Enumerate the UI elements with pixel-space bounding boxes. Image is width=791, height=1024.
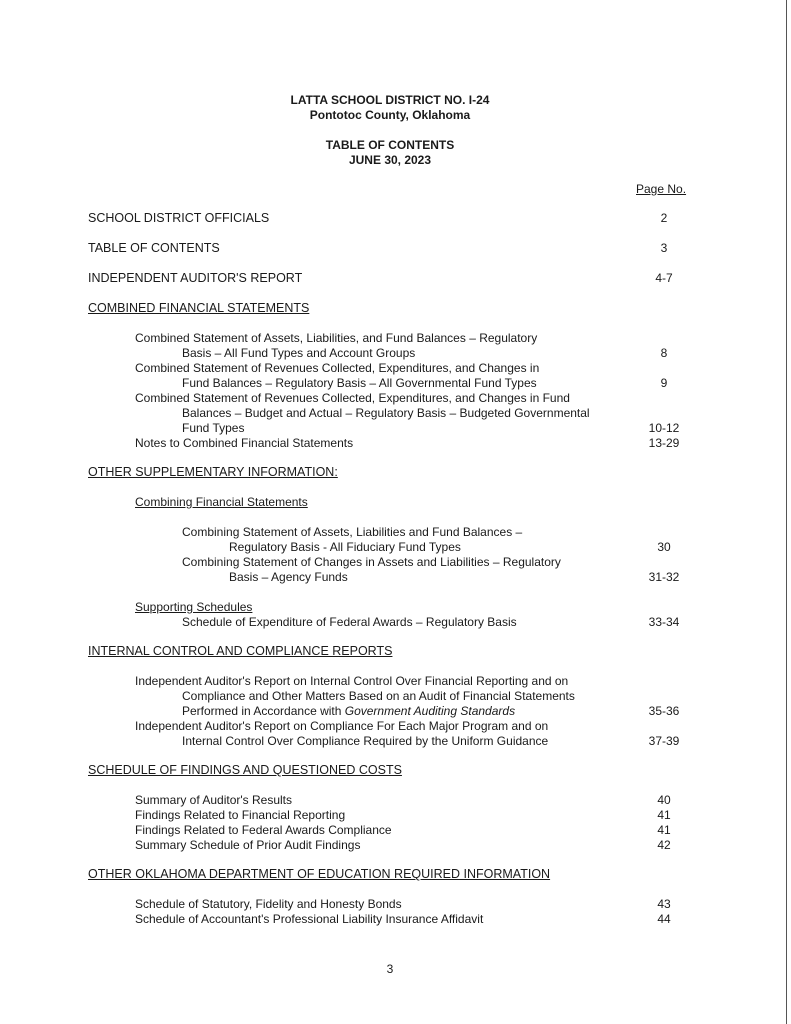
county-name: Pontotoc County, Oklahoma <box>309 108 471 122</box>
toc-entry-findings-item: Findings Related to Federal Awards Compliance <box>135 823 392 837</box>
toc-entry-federal-awards: Schedule of Expenditure of Federal Awards – Regulatory Basis <box>182 615 517 629</box>
section-heading-okde: OTHER OKLAHOMA DEPARTMENT OF EDUCATION REQUIRED INFORMATION <box>88 867 551 881</box>
toc-page-auditor-report: 4-7 <box>655 271 673 285</box>
toc-entry-findings-item: Summary of Auditor's Results <box>135 793 293 807</box>
section-heading-other-supplementary: OTHER SUPPLEMENTARY INFORMATION: <box>88 465 338 479</box>
subsection-heading-combining: Combining Financial Statements <box>135 495 308 509</box>
toc-page-okde-item: 44 <box>657 912 671 926</box>
toc-entry-ic-line3-italic: Government Auditing Standards <box>344 704 516 718</box>
toc-entry-mp-line1: Independent Auditor's Report on Compliance For Each Major Program and on <box>135 719 549 733</box>
toc-entry-fiduciary-line1: Combining Statement of Assets, Liabilities and Fund Balances – <box>182 525 523 539</box>
toc-entry-ic-line3-text: Performed in Accordance with <box>182 704 345 718</box>
toc-page-findings-item: 41 <box>657 808 671 822</box>
toc-page-findings-item: 40 <box>657 793 671 807</box>
toc-entry-budget-line1: Combined Statement of Revenues Collected, Expenditures, and Changes in Fund <box>135 391 570 405</box>
toc-entry-ic-line3 <box>182 704 515 719</box>
toc-entry-budget-line3: Fund Types <box>182 421 245 435</box>
toc-entry-assets-line1: Combined Statement of Assets, Liabilities, and Fund Balances – Regulatory <box>135 331 538 345</box>
toc-page-revenues: 9 <box>660 376 668 390</box>
toc-page-findings-item: 42 <box>657 838 671 852</box>
document-title: TABLE OF CONTENTS <box>325 138 455 152</box>
toc-entry-auditor-report: INDEPENDENT AUDITOR'S REPORT <box>88 271 303 285</box>
toc-entry-agency-line2: Basis – Agency Funds <box>229 570 348 584</box>
toc-entry-ic-line1: Independent Auditor's Report on Internal Control Over Financial Reporting and on <box>135 674 569 688</box>
toc-entry-findings-item: Summary Schedule of Prior Audit Findings <box>135 838 361 852</box>
page-edge-line <box>786 0 787 1024</box>
page-no-column-label: Page No. <box>636 182 687 196</box>
toc-entry-revenues-line1: Combined Statement of Revenues Collected, Expenditures, and Changes in <box>135 361 540 375</box>
toc-page-contents: 3 <box>660 241 668 255</box>
section-heading-internal-control: INTERNAL CONTROL AND COMPLIANCE REPORTS <box>88 644 393 658</box>
toc-entry-revenues-line2: Fund Balances – Regulatory Basis – All Governmental Fund Types <box>182 376 537 390</box>
report-date: JUNE 30, 2023 <box>348 153 432 167</box>
toc-page-assets: 8 <box>660 346 668 360</box>
toc-entry-findings-item: Findings Related to Financial Reporting <box>135 808 346 822</box>
toc-page-agency: 31-32 <box>648 570 680 584</box>
toc-entry-fiduciary-line2: Regulatory Basis - All Fiduciary Fund Types <box>229 540 461 554</box>
page-number: 3 <box>386 962 394 976</box>
toc-entry-agency-line1: Combining Statement of Changes in Assets and Liabilities – Regulatory <box>182 555 561 569</box>
toc-entry-ic-line2: Compliance and Other Matters Based on an Audit of Financial Statements <box>182 689 575 703</box>
toc-entry-contents: TABLE OF CONTENTS <box>88 241 220 255</box>
toc-entry-mp-line2: Internal Control Over Compliance Required by the Uniform Guidance <box>182 734 549 748</box>
section-heading-combined: COMBINED FINANCIAL STATEMENTS <box>88 301 310 315</box>
toc-page-fiduciary: 30 <box>657 540 671 554</box>
toc-entry-officials: SCHOOL DISTRICT OFFICIALS <box>88 211 270 225</box>
toc-page-findings-item: 41 <box>657 823 671 837</box>
toc-page-ic: 35-36 <box>648 704 680 718</box>
toc-entry-budget-line2: Balances – Budget and Actual – Regulatory Basis – Budgeted Governmental <box>182 406 590 420</box>
toc-entry-okde-item: Schedule of Accountant's Professional Liability Insurance Affidavit <box>135 912 484 926</box>
toc-page-budget: 10-12 <box>648 421 680 435</box>
toc-page-notes: 13-29 <box>648 436 680 450</box>
toc-entry-assets-line2: Basis – All Fund Types and Account Groups <box>182 346 416 360</box>
toc-page-okde-item: 43 <box>657 897 671 911</box>
toc-entry-notes: Notes to Combined Financial Statements <box>135 436 354 450</box>
subsection-heading-supporting: Supporting Schedules <box>135 600 253 614</box>
toc-page-mp: 37-39 <box>648 734 680 748</box>
toc-page-federal-awards: 33-34 <box>648 615 680 629</box>
toc-page-officials: 2 <box>660 211 668 225</box>
district-name: LATTA SCHOOL DISTRICT NO. I-24 <box>290 93 490 107</box>
toc-entry-okde-item: Schedule of Statutory, Fidelity and Honesty Bonds <box>135 897 402 911</box>
section-heading-findings: SCHEDULE OF FINDINGS AND QUESTIONED COSTS <box>88 763 402 777</box>
